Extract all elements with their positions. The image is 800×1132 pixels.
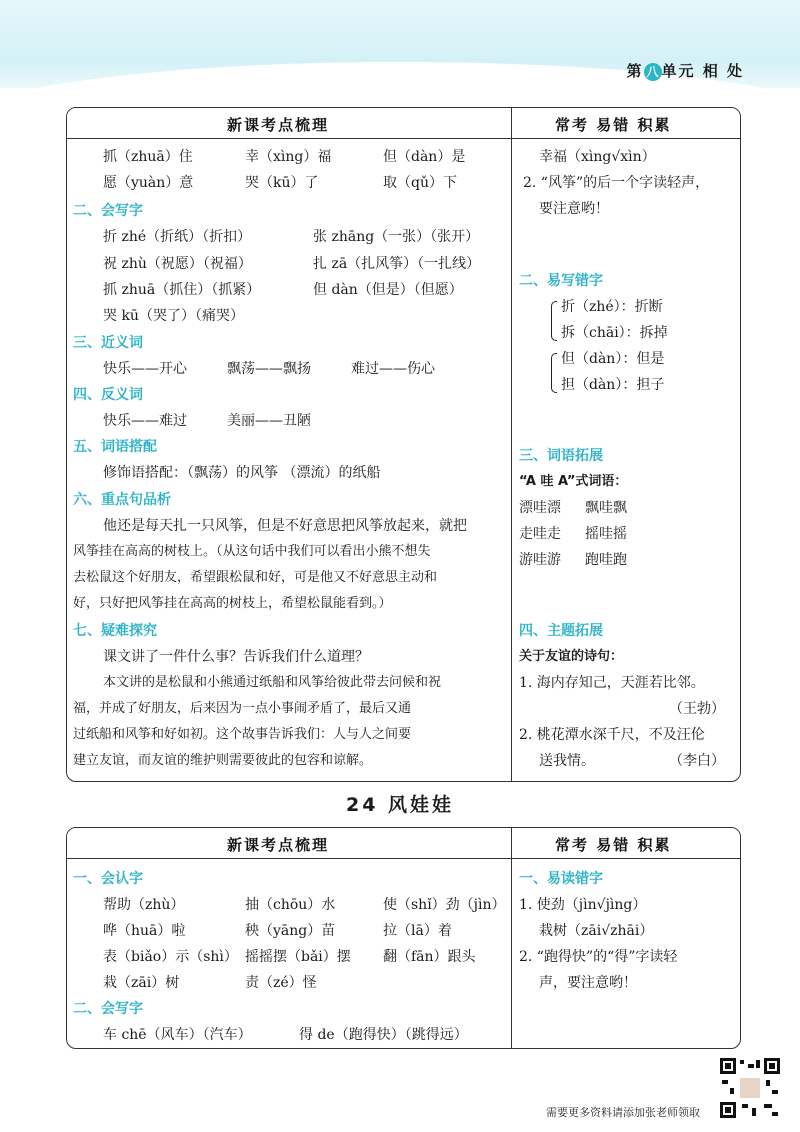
write-char: 车 chē（风车）（汽车） <box>103 1027 252 1043</box>
section-heading: 四、反义词 <box>73 387 143 403</box>
poem-author: （李白） <box>669 753 725 769</box>
write-char: 张 zhāng（一张）（张开） <box>313 229 480 245</box>
synonym: 难过——伤心 <box>351 361 435 377</box>
left-column-title: 新课考点梳理 <box>227 836 330 854</box>
synonym: 飘荡——飘扬 <box>227 361 311 377</box>
write-char: 哭 kū（哭了）（痛哭） <box>103 308 244 324</box>
section-heading: 二、易写错字 <box>519 273 603 289</box>
note-line: 幸福（xìng√xìn） <box>539 149 656 165</box>
section-heading: 七、疑难探究 <box>73 623 157 639</box>
pinyin-word: 取（qǔ）下 <box>383 175 457 191</box>
confusable-char: 担（dàn）：担子 <box>561 377 665 393</box>
confusable-char: 折（zhé）：折断 <box>561 299 663 315</box>
write-char: 折 zhé（折纸）（折扣） <box>103 229 252 245</box>
answer-line: 福，并成了好朋友，后来因为一点小事闹矛盾了，最后又通 <box>73 701 412 716</box>
pinyin-word: 哭（kū）了 <box>245 175 319 191</box>
section-heading: 三、近义词 <box>73 335 143 351</box>
analysis-line: 他还是每天扎一只风筝，但是不好意思把风筝放起来，就把 <box>103 518 467 534</box>
unit-prefix: 第 <box>626 62 644 80</box>
footer-note: 需要更多资料请添加张老师领取 <box>546 1106 700 1119</box>
pinyin-word: 拉（lā）着 <box>383 923 452 939</box>
note-line: 1. 使劲（jìn√jìng） <box>519 897 647 913</box>
right-column-title: 常考 易错 积累 <box>555 836 672 854</box>
pinyin-word: 抽（chōu）水 <box>245 897 336 913</box>
lesson-24-summary-box <box>66 827 741 1049</box>
unit-label <box>627 60 744 81</box>
write-char: 得 de（跑得快）（跳得远） <box>299 1027 468 1043</box>
qr-code <box>720 1058 780 1118</box>
write-char: 扎 zā（扎风筝）（一扎线） <box>313 256 481 272</box>
write-char: 祝 zhù（祝愿）（祝福） <box>103 256 252 272</box>
note-line: 要注意哟！ <box>539 201 609 217</box>
brace <box>551 353 557 393</box>
pinyin-word: 表（biǎo）示（shì） <box>103 949 238 965</box>
pinyin-word: 责（zé）怪 <box>245 975 317 991</box>
note-line: 声，要注意哟！ <box>539 975 637 991</box>
note-line: 2. “风筝”的后一个字读轻声， <box>523 175 710 191</box>
question: 课文讲了一件什么事？告诉我们什么道理？ <box>103 649 369 665</box>
word-pattern-title: “A 哇 A”式词语： <box>519 474 628 489</box>
left-column-title: 新课考点梳理 <box>227 116 330 134</box>
pattern-word: 游哇游 <box>519 552 561 568</box>
pinyin-word: 幸（xìng）福 <box>245 149 332 165</box>
note-line: 2. “跑得快”的“得”字读轻 <box>519 949 678 965</box>
section-heading: 一、会认字 <box>73 871 143 887</box>
column-divider <box>511 828 512 1048</box>
pinyin-word: 翻（fān）跟头 <box>383 949 476 965</box>
pinyin-word: 愿（yuàn）意 <box>103 175 194 191</box>
pinyin-word: 摇摇摆（bǎi）摆 <box>245 949 351 965</box>
pinyin-word: 栽（zāi）树 <box>103 975 180 991</box>
pinyin-word: 帮助（zhù） <box>103 897 185 913</box>
answer-line: 建立友谊，而友谊的维护则需要彼此的包容和谅解。 <box>73 753 373 768</box>
pattern-word: 跑哇跑 <box>585 552 627 568</box>
section-heading: 五、词语搭配 <box>73 439 157 455</box>
antonym: 快乐——难过 <box>103 413 187 429</box>
write-char: 抓 zhuā（抓住）（抓紧） <box>103 282 261 298</box>
confusable-char: 拆（chāi）：拆掉 <box>561 325 668 341</box>
section-heading: 二、会写字 <box>73 1001 143 1017</box>
answer-line: 过纸船和风筝和好如初。这个故事告诉我们：人与人之间要 <box>73 727 412 742</box>
lesson-23-summary-box <box>66 107 741 782</box>
confusable-char: 但（dàn）：但是 <box>561 351 665 367</box>
collocation: 修饰语搭配：（飘荡）的风筝 （漂流）的纸船 <box>103 465 381 481</box>
write-char: 但 dàn（但是）（但愿） <box>313 282 463 298</box>
lesson-title: 24 风娃娃 <box>345 794 455 816</box>
unit-title: 单元 相 处 <box>661 62 744 80</box>
right-column-title: 常考 易错 积累 <box>555 116 672 134</box>
pinyin-word: 哗（huā）啦 <box>103 923 186 939</box>
section-heading: 六、重点句品析 <box>73 492 171 508</box>
pinyin-word: 但（dàn）是 <box>383 149 466 165</box>
column-divider <box>511 108 512 781</box>
unit-number-badge: 八 <box>644 63 662 81</box>
poem-line: 1. 海内存知己，天涯若比邻。 <box>519 675 705 691</box>
pinyin-word: 秧（yāng）苗 <box>245 923 336 939</box>
pattern-word: 飘哇飘 <box>585 500 627 516</box>
poem-line: 2. 桃花潭水深千尺，不及汪伦 <box>519 727 705 743</box>
section-heading: 二、会写字 <box>73 203 143 219</box>
analysis-line: 去松鼠这个好朋友，希望跟松鼠和好，可是他又不好意思主动和 <box>73 570 438 585</box>
pattern-word: 漂哇漂 <box>519 500 561 516</box>
note-line: 栽树（zāi√zhāi） <box>539 923 654 939</box>
section-heading: 一、易读错字 <box>519 871 603 887</box>
poem-author: （王勃） <box>669 701 725 717</box>
brace <box>551 301 557 341</box>
poem-section-title: 关于友谊的诗句： <box>519 649 624 664</box>
pinyin-word: 使（shǐ）劲（jìn） <box>383 897 506 913</box>
section-heading: 四、主题拓展 <box>519 623 603 639</box>
analysis-line: 好，只好把风筝挂在高高的树枝上，希望松鼠能看到。） <box>73 596 392 611</box>
answer-line: 本文讲的是松鼠和小熊通过纸船和风筝给彼此带去问候和祝 <box>103 675 442 690</box>
poem-line: 送我情。 <box>539 753 595 769</box>
antonym: 美丽——丑陋 <box>227 413 311 429</box>
analysis-line: 风筝挂在高高的树枝上。（从这句话中我们可以看出小熊不想失 <box>73 544 431 559</box>
pattern-word: 走哇走 <box>519 526 561 542</box>
pinyin-word: 抓（zhuā）住 <box>103 149 193 165</box>
section-heading: 三、词语拓展 <box>519 448 603 464</box>
pattern-word: 摇哇摇 <box>585 526 627 542</box>
synonym: 快乐——开心 <box>103 361 187 377</box>
